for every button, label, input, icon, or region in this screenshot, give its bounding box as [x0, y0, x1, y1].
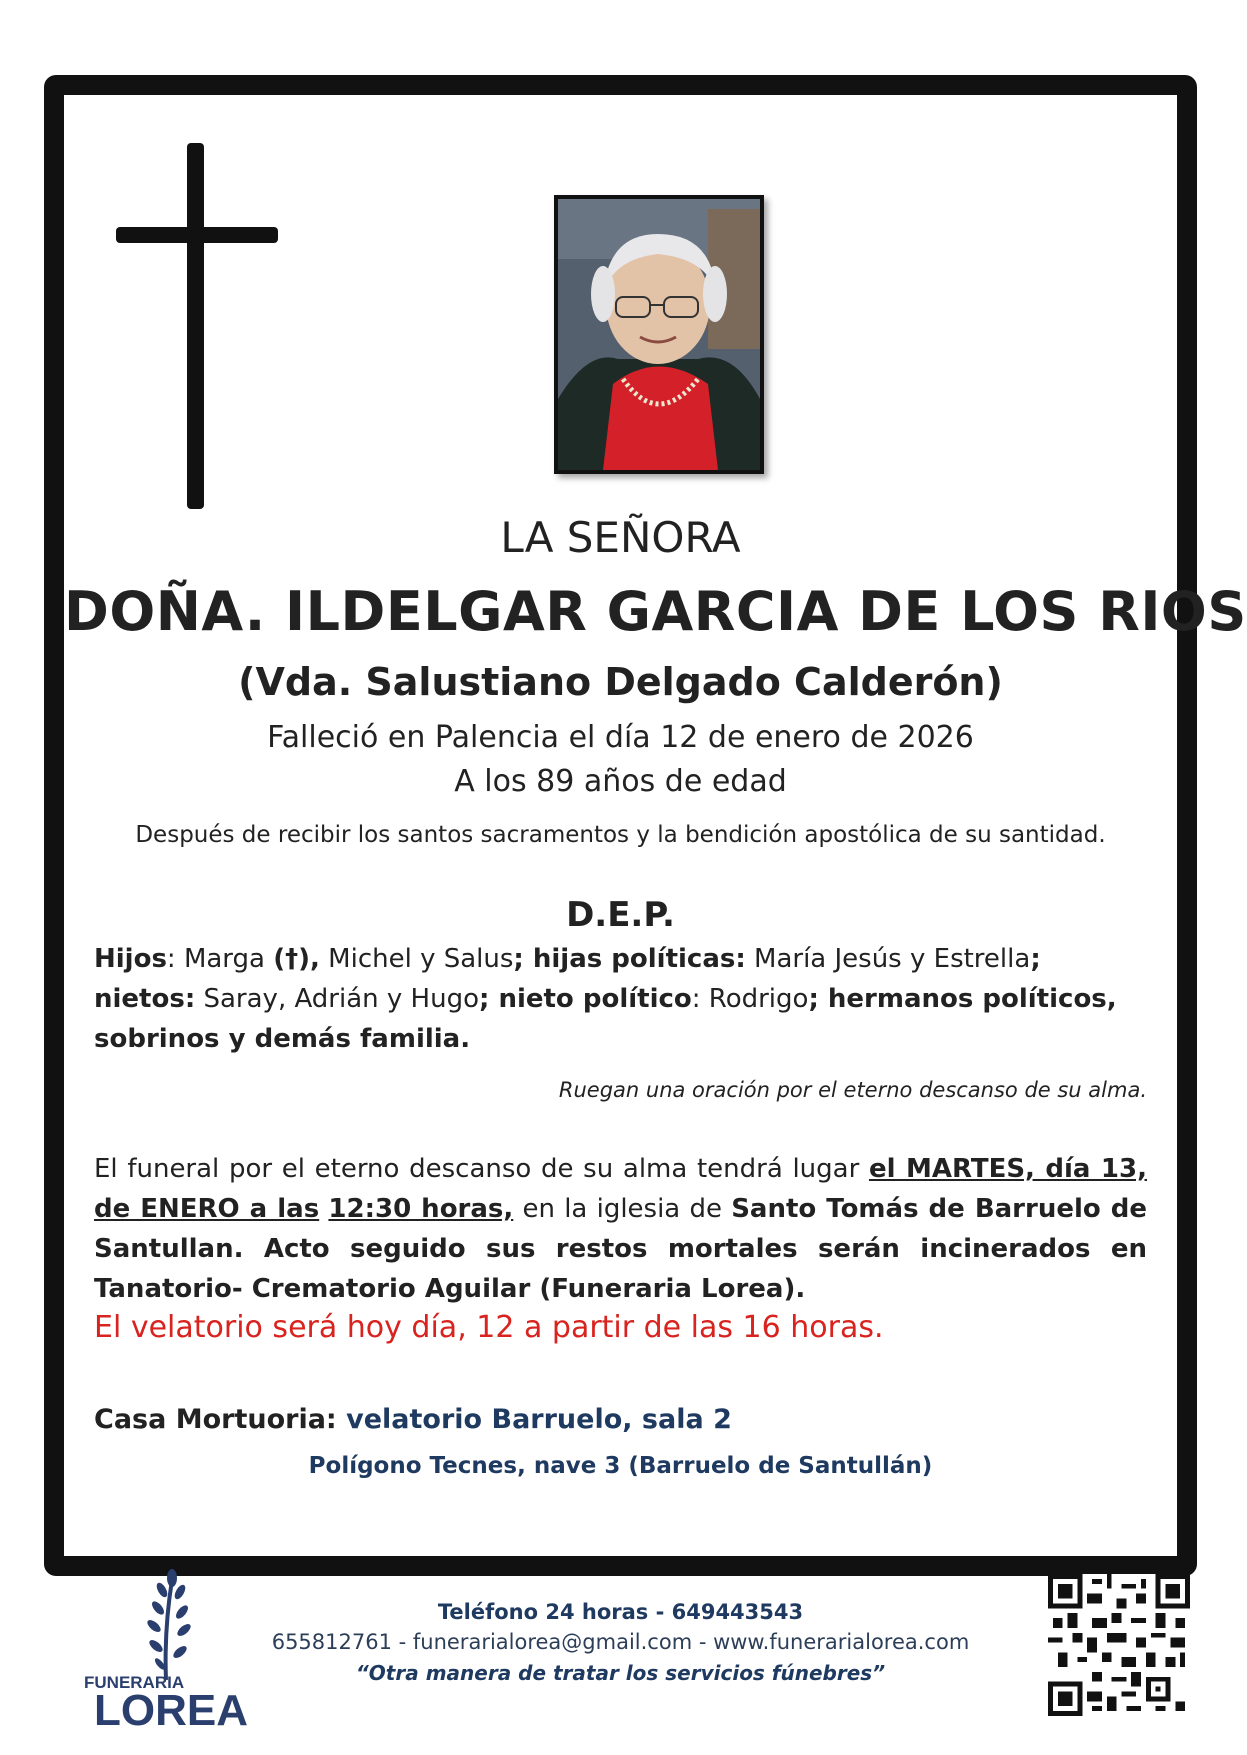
wake-info: El velatorio será hoy día, 12 a partir de las 16 horas.	[94, 1310, 884, 1345]
cross-icon	[187, 143, 204, 509]
age: A los 89 años de edad	[454, 764, 787, 799]
dep-label: D.E.P.	[566, 895, 675, 935]
footer-phone: Teléfono 24 horas - 649443543	[437, 1600, 804, 1624]
church-name: Santo Tomás de Barruelo de Santullan.	[94, 1194, 1148, 1264]
logo-top-text: FUNERARIA	[84, 1673, 185, 1692]
nietos-label: ; nietos:	[94, 944, 1041, 1014]
casa-mortuoria-value: velatorio Barruelo, sala 2	[336, 1404, 732, 1435]
church-intro: en la iglesia de	[513, 1194, 732, 1224]
family-rest: ; hermanos políticos, sobrinos y demás familia.	[94, 984, 1117, 1054]
hijos-names: : Marga	[166, 944, 274, 974]
nieto-politico-label: ; nieto político	[479, 984, 692, 1014]
hijos-rest: Michel y Salus	[319, 944, 514, 974]
hijas-politicas-names: María Jesús y Estrella	[745, 944, 1031, 974]
death-info: Falleció en Palencia el día 12 de enero de 2026	[267, 720, 974, 755]
casa-mortuoria	[94, 1404, 732, 1435]
hijos-cross: (†),	[273, 944, 320, 974]
cremation-text: Acto seguido sus restos mortales serán incinerados en Tanatorio- Crematorio Aguilar (Funeraria Lorea).	[94, 1234, 1147, 1304]
sacraments-text: Después de recibir los santos sacramentos y la bendición apostólica de su santidad.	[135, 822, 1106, 848]
qr-code[interactable]	[1048, 1574, 1190, 1716]
family-paragraph	[94, 939, 1147, 1059]
casa-mortuoria-address: Polígono Tecnes, nave 3 (Barruelo de Santullán)	[308, 1453, 933, 1479]
funeral-date: el MARTES, día 13, de ENERO a las	[94, 1154, 1147, 1224]
logo-bottom-text: LOREA	[94, 1686, 248, 1735]
funeral-paragraph	[94, 1149, 1147, 1309]
casa-mortuoria-label: Casa Mortuoria:	[94, 1404, 337, 1435]
portrait-photo	[554, 195, 764, 474]
cross-icon-bar	[116, 227, 278, 243]
nieto-politico-name: : Rodrigo	[691, 984, 809, 1014]
nietos-names: Saray, Adrián y Hugo	[195, 984, 479, 1014]
hijos-label: Hijos	[94, 944, 167, 974]
widow-of: (Vda. Salustiano Delgado Calderón)	[238, 660, 1003, 704]
footer-contact: 655812761 - funerarialorea@gmail.com - www.funerarialorea.com	[271, 1630, 970, 1654]
notice-frame	[44, 75, 1247, 1576]
funeral-time: 12:30 horas,	[328, 1194, 514, 1224]
funeral-intro: El funeral por el eterno descanso de su alma tendrá lugar	[94, 1154, 869, 1184]
prayer-request: Ruegan una oración por el eterno descanso de su alma.	[558, 1078, 1147, 1102]
title-label: LA SEÑORA	[500, 513, 741, 562]
deceased-name: DOÑA. ILDELGAR GARCIA DE LOS RIOS	[64, 580, 1247, 643]
hijas-politicas-label: ; hijas políticas:	[513, 944, 746, 974]
footer-slogan: “Otra manera de tratar los servicios fúnebres”	[355, 1661, 886, 1685]
